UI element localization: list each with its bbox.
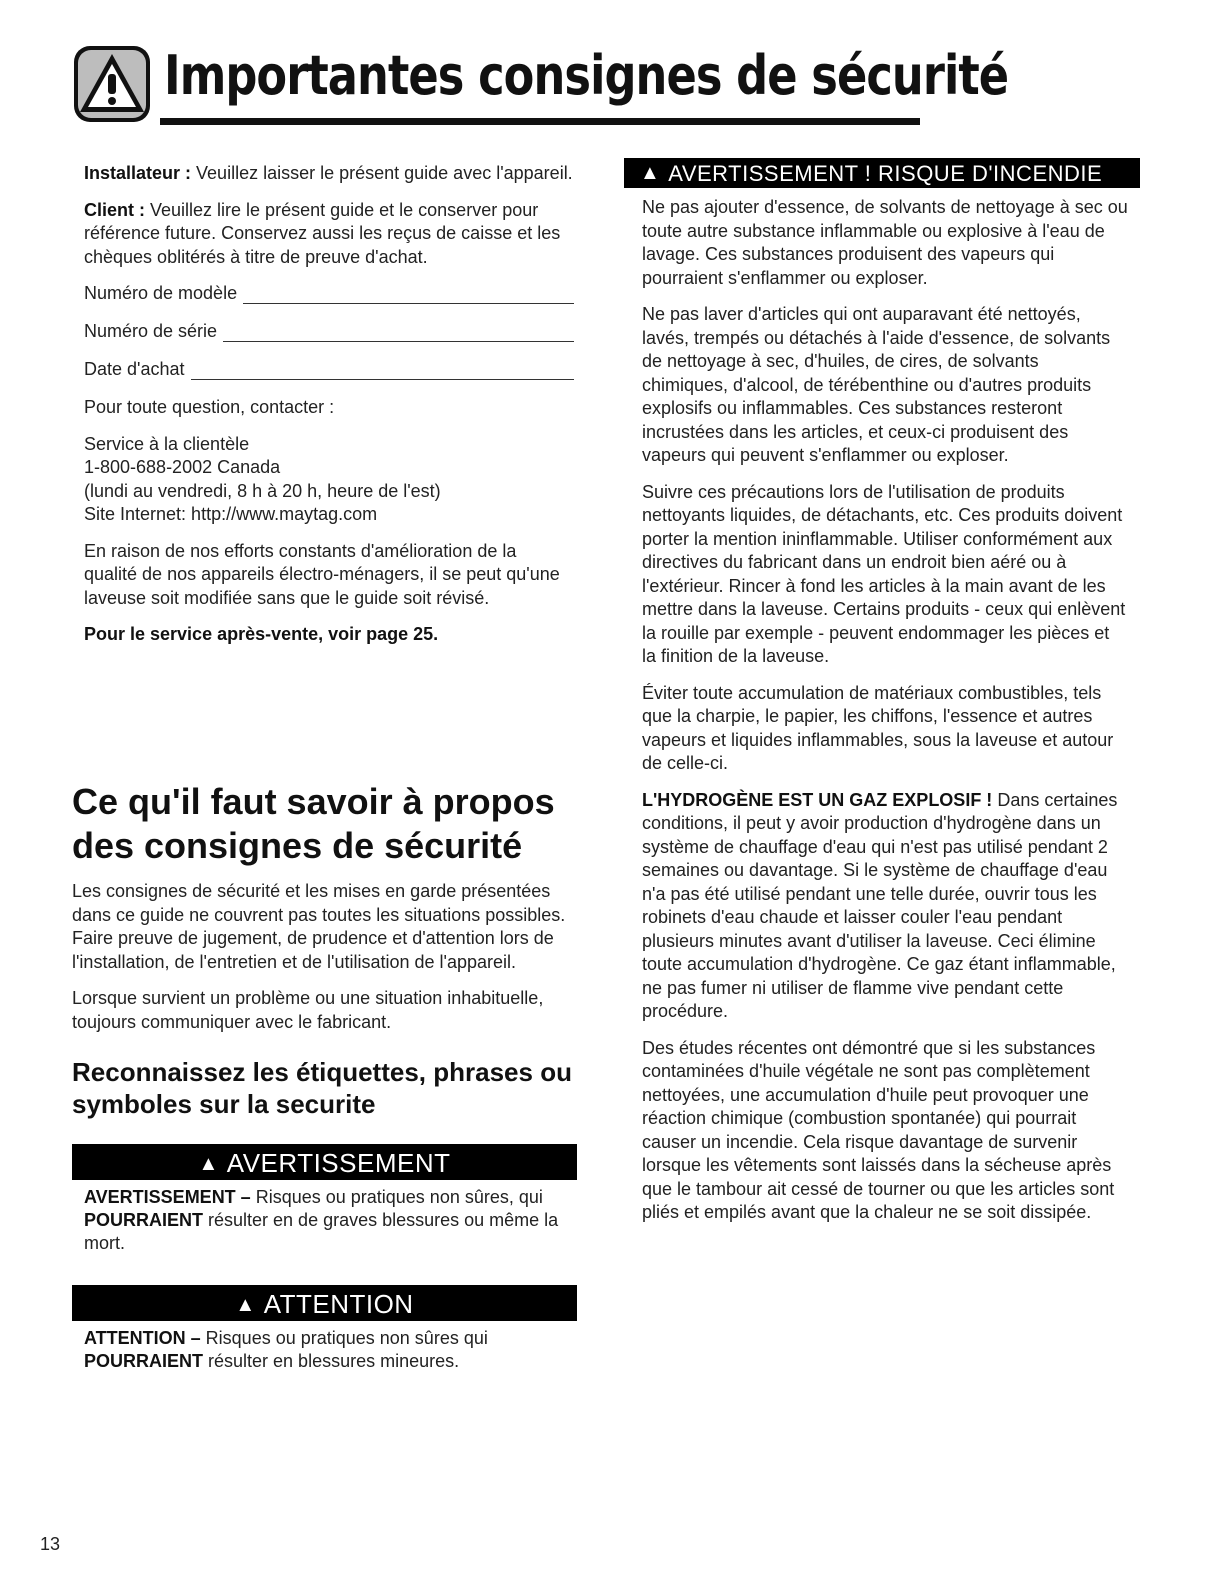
model-number-field[interactable]: Numéro de modèle [84,282,574,304]
fire-para-6: Des études récentes ont démontré que si les substances contaminées d'huile végétale ne sont pas complètement nettoyées, une accumulation d'huile peut provoquer une réaction chimique (combustion spontanée) qui pourrait causer un incendie. Cela risque davantage de survenir lorsque les vêtements sont laissés dans la sécheuse après que le tambour ait cessé de tourner ou que les articles sont pliés et empilés avant que la chaleur ne se soit dissipée. [642,1037,1115,1222]
left-column-top [84,162,574,660]
fire-para-4: Éviter toute accumulation de matériaux combustibles, tels que la charpie, le papier, les chiffons, l'essence et autres vapeurs et liquides inflammables, sous la laveuse et autour de celle-ci. [642,682,1114,773]
warning-triangle-icon: ▲ [640,162,661,184]
page-number: 13 [40,1534,61,1554]
safety-heading: Ce qu'il faut savoir à propos des consignes de sécurité [72,781,555,866]
page-header [72,30,1009,125]
warning-triangle-icon [72,44,152,124]
warning-description: AVERTISSEMENT – Risques ou pratiques non sûres, qui POURRAIENT résulter en de graves blessures ou même la mort. [84,1187,559,1253]
improvement-notice: En raison de nos efforts constants d'amélioration de la qualité de nos appareils électro-ménagers, il se peut qu'une laveuse soit modifiée sans que le guide soit révisé. [84,540,560,608]
service-info: Service à la clientèle 1-800-688-2002 Canada (lundi au vendredi, 8 h à 20 h, heure de l'est) Site Internet: http://www.maytag.com [84,433,441,524]
purchase-date-field[interactable]: Date d'achat [84,358,574,380]
page-title: Importantes consignes de sécurité [164,44,1009,107]
fire-para-5: L'HYDROGÈNE EST UN GAZ EXPLOSIF ! Dans certaines conditions, il peut y avoir production d'hydrogène dans un système de chauffage d'eau qui n'est pas utilisé pendant 2 semaines ou davantage. Si le système de chauffage d'eau n'a pas été utilisé pendant une telle durée, ouvrir tous les robinets d'eau chaude et laisser couler l'eau pendant plusieurs minutes avant d'utiliser la laveuse. Ceci élimine toute accumulation d'hydrogène. Ce gaz étant inflammable, ne pas fumer ni utiliser de flamme vive pendant cette procédure. [642,789,1118,1021]
safety-para-1: Les consignes de sécurité et les mises en garde présentées dans ce guide ne couvrent pas toutes les situations possibles. Faire preuve de jugement, de prudence et d'attention lors de l'installation, de l'entretien et de l'utilisation de l'appareil. [72,881,566,972]
contact-text: Pour toute question, contacter : [84,397,335,417]
fire-para-3: Suivre ces précautions lors de l'utilisation de produits nettoyants liquides, de détachants, etc. Ces produits doivent porter la mention ininflammable. Utiliser conformément aux directives du fabricant dans un endroit bien aéré ou à l'extérieur. Rincer à fond les articles à la main avant de les mettre dans la laveuse. Certains produits - ceux qui enlèvent la rouille par exemple - peuvent endommager les pièces et la finition de la laveuse. [642,481,1126,666]
fire-para-2: Ne pas laver d'articles qui ont auparavant été nettoyés, lavés, trempés ou détachés à l'aide d'essence, de solvants de nettoyage à sec, d'huiles, de cires, de solvants chimiques, d'alcool, de térébenthine ou d'autres produits explosifs ou inflammables. Ces substances resteront incrustées dans les articles, et ceux-ci produisent des vapeurs qui peuvent s'enflammer ou exploser. [642,304,1111,465]
warning-triangle-icon: ▲ [198,1153,219,1175]
serial-number-field[interactable]: Numéro de série [84,320,574,342]
safety-para-2: Lorsque survient un problème ou une situation inhabituelle, toujours communiquer avec le fabricant. [72,988,544,1032]
labels-heading: Reconnaissez les étiquettes, phrases ou symboles sur la securite [72,1057,572,1119]
installateur-paragraph: Installateur : Veuillez laisser le présent guide avec l'appareil. [84,163,573,183]
right-column [642,158,1128,1238]
fire-warning-banner: ▲ AVERTISSEMENT ! RISQUE D'INCENDIE [624,158,1140,188]
after-sales-note: Pour le service après-vente, voir page 25. [84,624,439,644]
left-column-bottom [72,880,577,1373]
warning-triangle-icon: ▲ [235,1294,256,1316]
header-rule [160,118,920,125]
caution-description: ATTENTION – Risques ou pratiques non sûres qui POURRAIENT résulter en blessures mineures. [84,1328,488,1371]
fire-para-1: Ne pas ajouter d'essence, de solvants de nettoyage à sec ou toute autre substance inflammable ou explosive à l'eau de lavage. Ces substances produisent des vapeurs qui pourraient s'enflammer ou exploser. [642,197,1128,288]
warning-banner: ▲ AVERTISSEMENT [72,1144,577,1180]
caution-banner: ▲ ATTENTION [72,1285,577,1321]
client-paragraph: Client : Veuillez lire le présent guide et le conserver pour référence future. Conservez aussi les reçus de caisse et les chèques oblitérés à titre de preuve d'achat. [84,199,561,267]
